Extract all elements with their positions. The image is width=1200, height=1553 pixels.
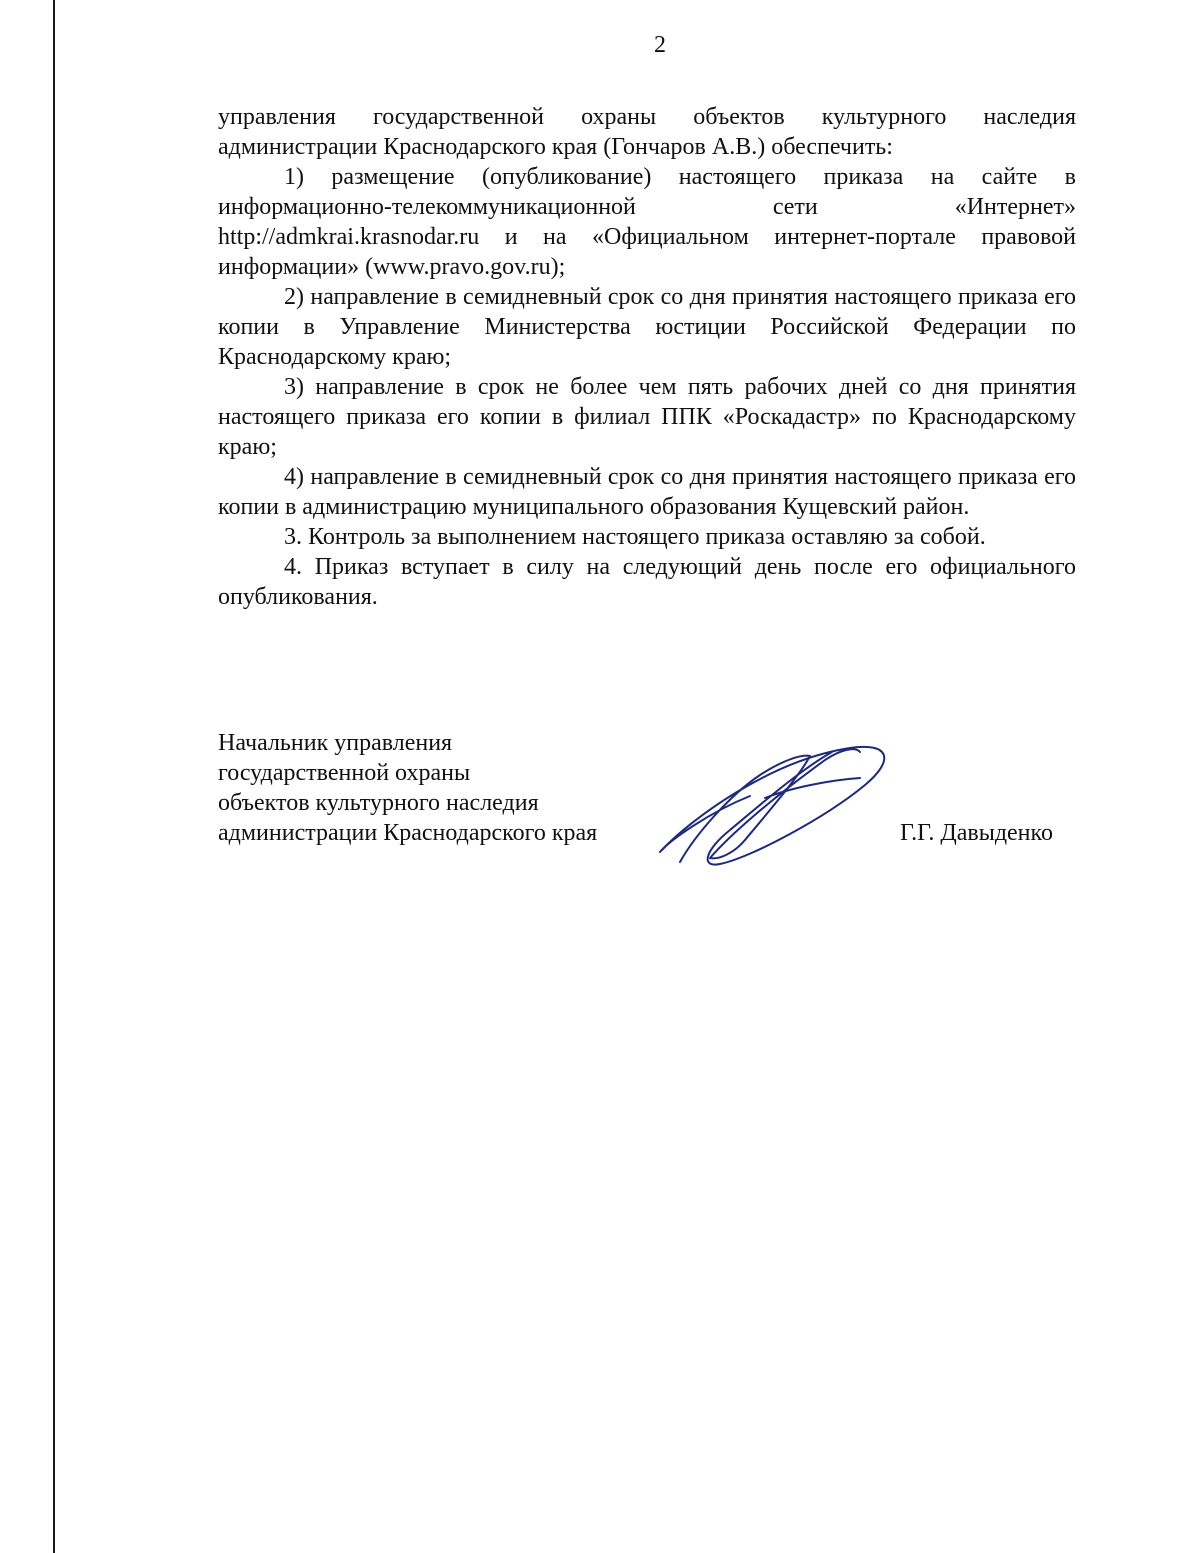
handwritten-signature [650,740,890,870]
signer-position-line: объектов культурного наследия [218,790,539,816]
paragraph-item-3: 3) направление в срок не более чем пять рабочих дней со дня принятия настоящего приказа его копии в филиал ППК «Роскадастр» по Краснодарскому краю; [218,374,1076,460]
signer-position-line: государственной охраны [218,760,471,786]
signer-position-line: Начальник управления [218,730,453,756]
signer-position-line: администрации Краснодарского края [218,820,598,846]
paragraph-item-4: 4) направление в семидневный срок со дня принятия настоящего приказа его копии в администрацию муниципального образования Кущевский район. [218,464,1076,520]
paragraph-item-1: 1) размещение (опубликование) настоящего приказа на сайте в информационно-телекоммуникационной сети «Интернет» http://admkrai.krasnodar.ru и на «Официальном интернет-портале правовой информации» (www.pravo.gov.ru); [218,164,1076,280]
page-number: 2 [654,32,666,58]
signer-position [218,728,638,848]
signer-name: Г.Г. Давыденко [900,820,1053,846]
paragraph-clause-4: 4. Приказ вступает в силу на следующий день после его официального опубликования. [218,554,1076,610]
paragraph-clause-3: 3. Контроль за выполнением настоящего приказа оставляю за собой. [284,524,986,550]
paragraph-intro: управления государственной охраны объектов культурного наследия администрации Краснодарского края (Гончаров А.В.) обеспечить: [218,104,1076,160]
scan-edge-line [53,0,55,1553]
paragraph-item-2: 2) направление в семидневный срок со дня принятия настоящего приказа его копии в Управление Министерства юстиции Российской Федерации по Краснодарскому краю; [218,284,1076,370]
document-body [218,102,1076,612]
